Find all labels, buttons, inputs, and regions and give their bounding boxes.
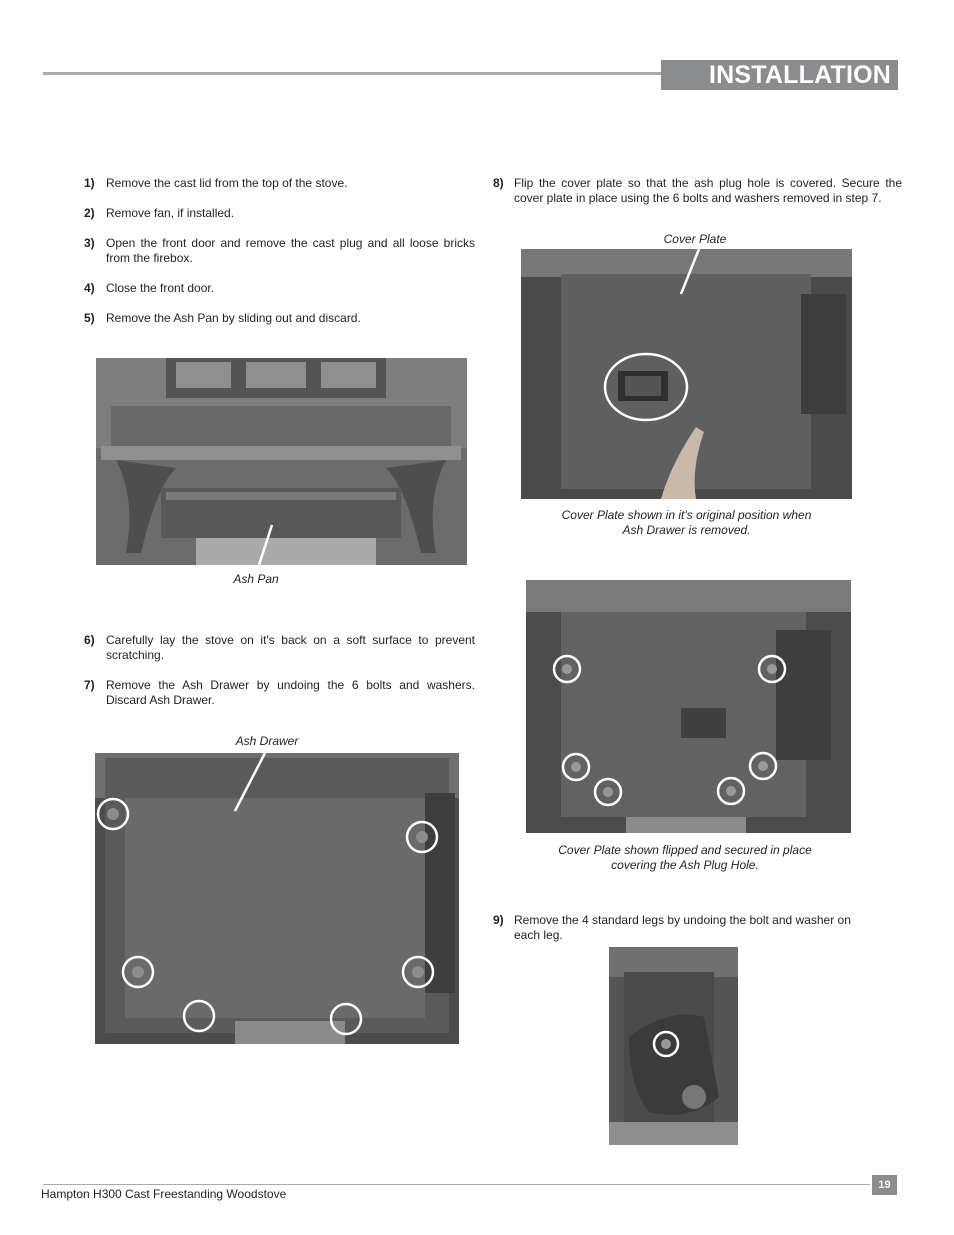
step-text: Remove the cast lid from the top of the stove. bbox=[106, 176, 348, 190]
step-text: Flip the cover plate so that the ash plug hole is covered. Secure the cover plate in place using the 6 bolts and washers removed in step 7. bbox=[514, 176, 902, 205]
page-number: 19 bbox=[872, 1175, 897, 1195]
step-text: Remove the 4 standard legs by undoing the bolt and washer on each leg. bbox=[514, 913, 851, 942]
step-text: Remove fan, if installed. bbox=[106, 206, 235, 220]
step-number: 3) bbox=[84, 236, 95, 250]
step-text: Remove the Ash Pan by sliding out and discard. bbox=[106, 311, 361, 325]
step-number: 8) bbox=[493, 176, 504, 190]
step-number: 5) bbox=[84, 311, 95, 325]
footer-product-name: Hampton H300 Cast Freestanding Woodstove bbox=[41, 1187, 287, 1201]
caption-line: Cover Plate shown in it's original position when bbox=[561, 508, 812, 522]
section-title: INSTALLATION bbox=[661, 60, 898, 90]
ash-pan-photo bbox=[96, 358, 467, 565]
ash-pan-label: Ash Pan bbox=[233, 572, 279, 586]
step-6 bbox=[84, 633, 475, 663]
step-5 bbox=[84, 311, 475, 326]
step-number: 6) bbox=[84, 633, 95, 647]
step-number: 9) bbox=[493, 913, 504, 927]
footer-rule bbox=[43, 1184, 870, 1185]
step-number: 4) bbox=[84, 281, 95, 295]
step-7 bbox=[84, 678, 475, 708]
step-9 bbox=[493, 913, 873, 943]
step-8 bbox=[493, 176, 902, 206]
step-number: 2) bbox=[84, 206, 95, 220]
ash-drawer-label: Ash Drawer bbox=[235, 734, 299, 748]
cover-plate-flipped-caption bbox=[526, 843, 844, 873]
step-number: 1) bbox=[84, 176, 95, 190]
cover-plate-original-caption bbox=[521, 508, 852, 538]
cover-plate-original-photo bbox=[521, 249, 852, 499]
caption-line: Ash Drawer is removed. bbox=[622, 523, 751, 537]
step-text: Close the front door. bbox=[106, 281, 215, 295]
step-text: Open the front door and remove the cast plug and all loose bricks from the firebox. bbox=[106, 236, 475, 265]
step-text: Carefully lay the stove on it's back on a soft surface to prevent scratching. bbox=[106, 633, 475, 662]
step-2 bbox=[84, 206, 475, 221]
step-4 bbox=[84, 281, 475, 296]
caption-line: covering the Ash Plug Hole. bbox=[611, 858, 759, 872]
step-text: Remove the Ash Drawer by undoing the 6 bolts and washers. Discard Ash Drawer. bbox=[106, 678, 475, 707]
step-number: 7) bbox=[84, 678, 95, 692]
ash-drawer-photo bbox=[95, 753, 459, 1044]
cover-plate-label: Cover Plate bbox=[663, 232, 727, 246]
header-rule bbox=[43, 72, 663, 75]
step-1 bbox=[84, 176, 475, 191]
caption-line: Cover Plate shown flipped and secured in place bbox=[558, 843, 812, 857]
leg-photo bbox=[609, 947, 738, 1145]
cover-plate-flipped-photo bbox=[526, 580, 851, 833]
step-3 bbox=[84, 236, 475, 266]
